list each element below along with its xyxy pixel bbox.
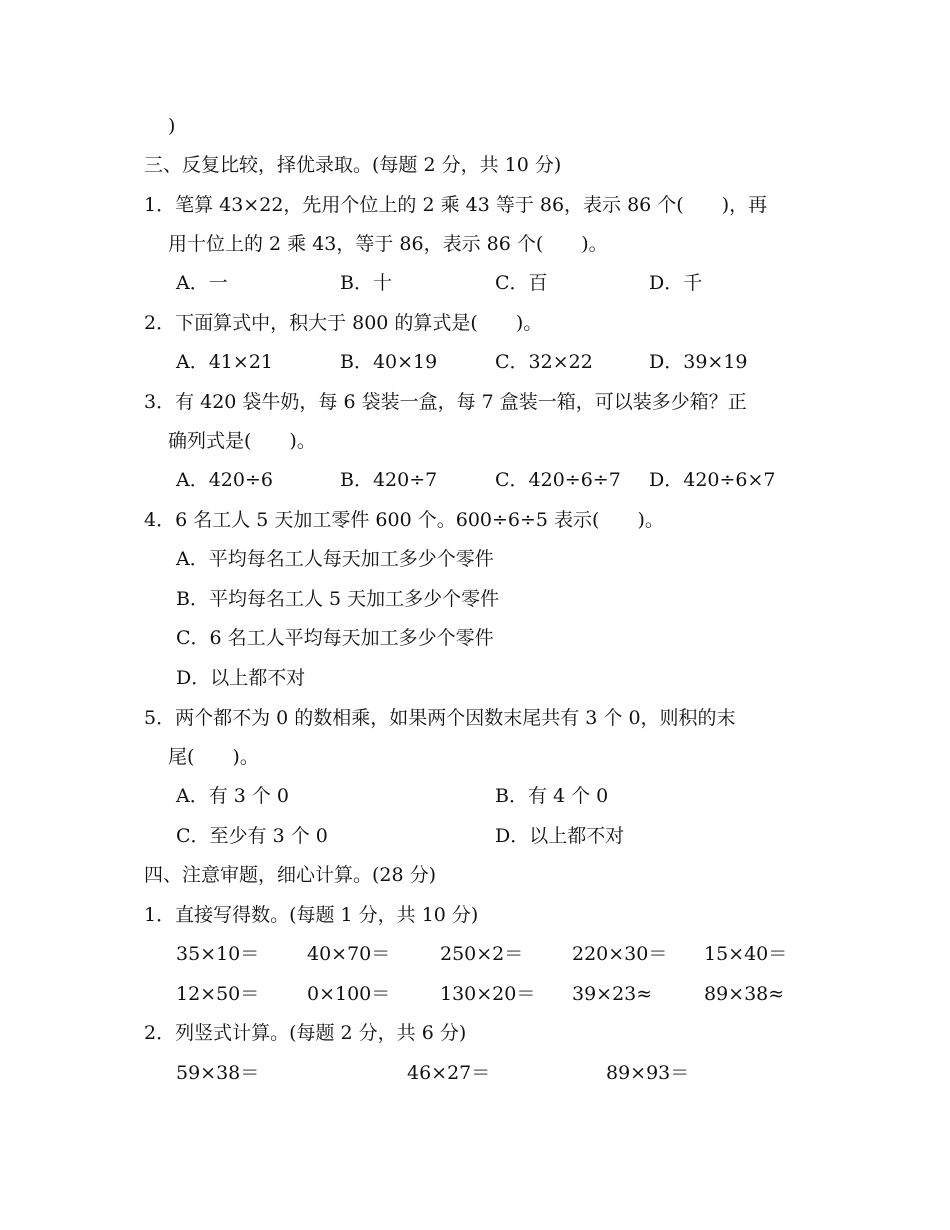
q2-option-d: D．39×19 [649, 351, 748, 373]
question-4-line1: 4．6 名工人 5 天加工零件 600 个。600÷6÷5 表示( )。 [144, 509, 664, 531]
calc-item: 12×50＝ [176, 983, 260, 1005]
q4-option-d: D．以上都不对 [176, 667, 306, 689]
question-1-line2: 用十位上的 2 乘 43，等于 86，表示 86 个( )。 [168, 233, 608, 255]
q4-option-c: C．6 名工人平均每天加工多少个零件 [176, 627, 494, 649]
calc-item: 220×30＝ [572, 943, 668, 965]
q2-option-a: A．41×21 [176, 351, 273, 373]
q5-option-b: B．有 4 个 0 [495, 785, 609, 807]
q5-option-a: A．有 3 个 0 [176, 785, 290, 807]
q1-option-b: B．十 [340, 272, 392, 294]
question-3-line2: 确列式是( )。 [168, 430, 316, 452]
question-5-line2: 尾( )。 [168, 746, 259, 768]
calc-item: 40×70＝ [307, 943, 391, 965]
calc-item: 15×40＝ [704, 943, 788, 965]
q4-option-b: B．平均每名工人 5 天加工多少个零件 [176, 588, 500, 610]
q2-option-c: C．32×22 [495, 351, 593, 373]
q3-option-c: C．420÷6÷7 [495, 469, 621, 491]
calc-item: 130×20＝ [440, 983, 536, 1005]
vertical-calc-item: 59×38＝ [176, 1062, 260, 1084]
q1-option-c: C．百 [495, 272, 548, 294]
calc-item: 250×2＝ [440, 943, 524, 965]
section4-q1-title: 1．直接写得数。(每题 1 分，共 10 分) [144, 904, 479, 926]
q1-option-d: D．千 [649, 272, 703, 294]
vertical-calc-item: 46×27＝ [407, 1062, 491, 1084]
question-2-line1: 2．下面算式中，积大于 800 的算式是( )。 [144, 312, 543, 334]
vertical-calc-item: 89×93＝ [606, 1062, 690, 1084]
q5-option-c: C．至少有 3 个 0 [176, 825, 328, 847]
section4-q2-title: 2．列竖式计算。(每题 2 分，共 6 分) [144, 1022, 467, 1044]
q3-option-a: A．420÷6 [176, 469, 273, 491]
carryover-parenthesis: ) [168, 115, 176, 137]
section3-title: 三、反复比较，择优录取。(每题 2 分，共 10 分) [144, 154, 562, 176]
question-3-line1: 3．有 420 袋牛奶，每 6 袋装一盒，每 7 盒装一箱，可以装多少箱？正 [144, 391, 747, 413]
q2-option-b: B．40×19 [340, 351, 438, 373]
calc-item: 89×38≈ [704, 983, 785, 1005]
q3-option-b: B．420÷7 [340, 469, 438, 491]
question-5-line1: 5．两个都不为 0 的数相乘，如果两个因数末尾共有 3 个 0，则积的末 [144, 707, 736, 729]
calc-item: 39×23≈ [572, 983, 653, 1005]
calc-item: 0×100＝ [307, 983, 391, 1005]
calc-item: 35×10＝ [176, 943, 260, 965]
q3-option-d: D．420÷6×7 [649, 469, 776, 491]
q1-option-a: A．一 [176, 272, 228, 294]
section4-title: 四、注意审题，细心计算。(28 分) [144, 864, 437, 886]
question-1-line1: 1．笔算 43×22，先用个位上的 2 乘 43 等于 86，表示 86 个( )，再 [144, 194, 768, 216]
q4-option-a: A．平均每名工人每天加工多少个零件 [176, 548, 494, 570]
q5-option-d: D．以上都不对 [495, 825, 625, 847]
